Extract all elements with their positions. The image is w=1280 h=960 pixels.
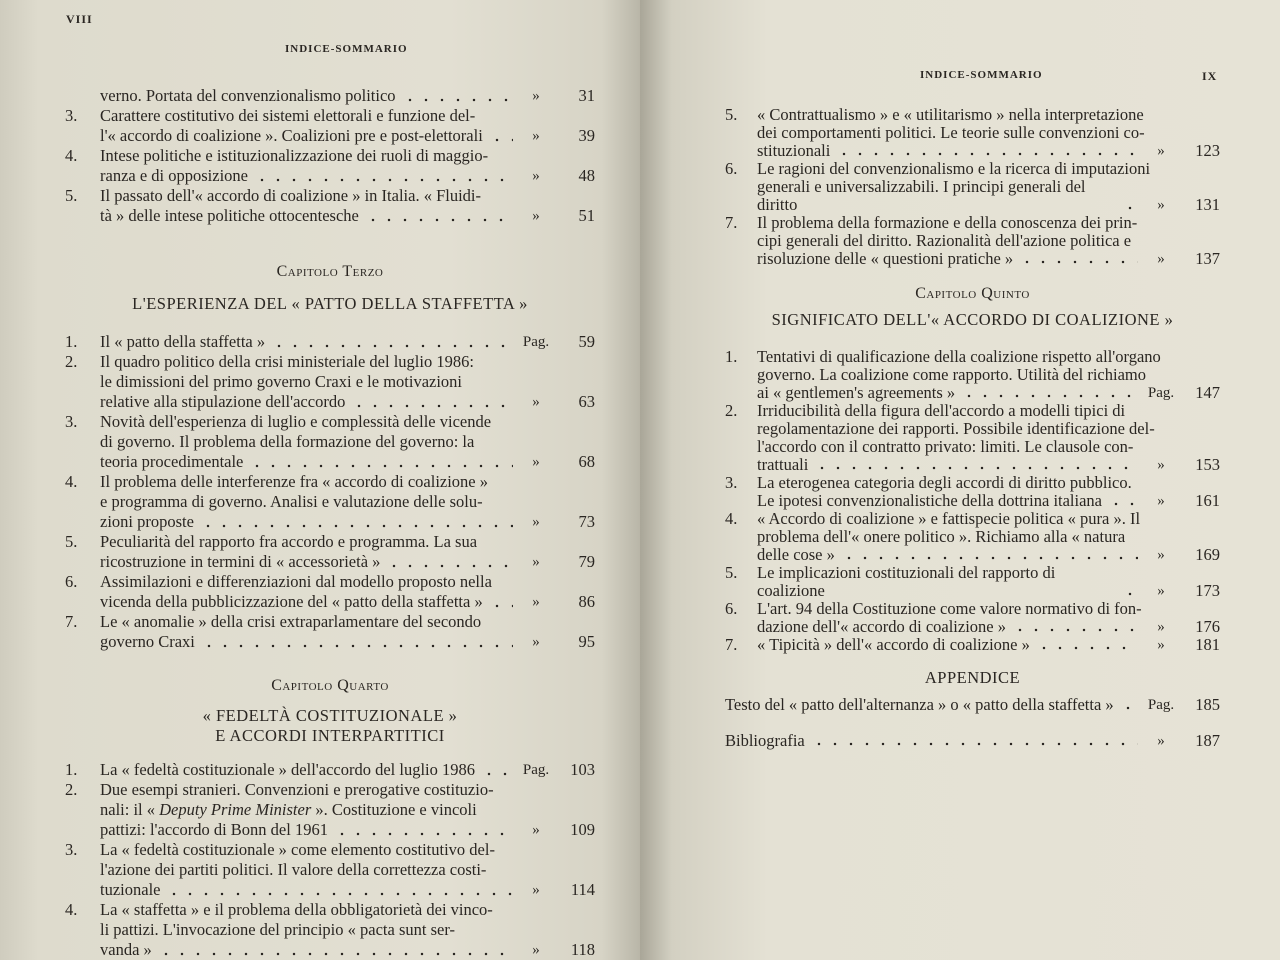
entry-text-line: governo. La coalizione come rapporto. Utilità del richiamo bbox=[757, 365, 1146, 384]
entry-line bbox=[100, 432, 595, 452]
entry-line bbox=[757, 564, 1220, 600]
entry-text-line: « Accordo di coalizione » e fattispecie politica « pura ». Il bbox=[757, 509, 1141, 528]
page-marker: » bbox=[1157, 493, 1165, 509]
entry-page-number: 31 bbox=[578, 86, 595, 105]
chapter-title bbox=[725, 310, 1220, 330]
entry-text-line: dei comportamenti politici. Le teorie sulle convenzioni co- bbox=[757, 123, 1145, 142]
entry-page-number: 137 bbox=[1195, 249, 1220, 268]
entry-text-line: trattuali bbox=[757, 455, 809, 474]
entry-text-line: problema dell'« onere politico ». Richiamo alla « natura bbox=[757, 527, 1126, 546]
entry-line bbox=[757, 402, 1220, 420]
entry-page-number: 63 bbox=[578, 392, 595, 411]
chapter-title bbox=[65, 294, 595, 314]
entry-text-line: « Contrattualismo » e « utilitarismo » nella interpretazione bbox=[757, 105, 1144, 124]
page-marker: » bbox=[532, 128, 540, 144]
entry-line bbox=[725, 732, 1220, 750]
entry-text-line: L'art. 94 della Costituzione come valore normativo di fon- bbox=[757, 599, 1142, 618]
entry-line bbox=[100, 512, 595, 532]
entry-page-number: 131 bbox=[1195, 195, 1220, 214]
entry-text-line: Il passato dell'« accordo di coalizione » in Italia. « Fluidi- bbox=[100, 186, 481, 205]
entry-line bbox=[757, 142, 1220, 160]
entry-page-number: 114 bbox=[570, 880, 595, 899]
entry-page-number: 147 bbox=[1195, 383, 1220, 402]
entry-line bbox=[100, 166, 595, 186]
page-marker: » bbox=[1157, 197, 1165, 213]
entry-line bbox=[757, 124, 1220, 142]
entry-number: 4. bbox=[65, 900, 78, 919]
entry-text-line: Il « patto della staffetta » bbox=[100, 332, 266, 351]
dot-leader bbox=[836, 146, 1138, 156]
entry-text-line: zioni proposte bbox=[100, 512, 194, 531]
entry-page-number: 48 bbox=[578, 166, 595, 185]
entry-number: 5. bbox=[65, 532, 78, 551]
toc-entry bbox=[725, 732, 1220, 750]
entry-text-line: tuzionale bbox=[100, 880, 161, 899]
chapter-title-line: SIGNIFICATO DELL'« ACCORDO DI COALIZIONE » bbox=[771, 310, 1174, 329]
entry-line bbox=[100, 880, 595, 900]
entry-page-number: 51 bbox=[578, 206, 595, 225]
page-marker: » bbox=[532, 822, 540, 838]
entry-line bbox=[100, 612, 595, 632]
entry-text-line: Bibliografia bbox=[725, 731, 805, 750]
entry-line bbox=[100, 900, 595, 920]
entry-line bbox=[100, 352, 595, 372]
dot-leader bbox=[365, 212, 513, 222]
entry-text-line: vicenda della pubblicizzazione del « patto della staffetta » bbox=[100, 592, 483, 611]
entry-text-line: Le « anomalie » della crisi extraparlamentare del secondo bbox=[100, 612, 482, 631]
entry-line bbox=[100, 86, 595, 106]
entry-number: 7. bbox=[65, 612, 78, 631]
entry-text-line: l'« accordo di coalizione ». Coalizioni pre e post-elettorali bbox=[100, 126, 483, 145]
entry-line bbox=[757, 474, 1220, 492]
toc-entry bbox=[725, 348, 1220, 402]
page-marker: » bbox=[532, 454, 540, 470]
entry-text-line: dazione dell'« accordo di coalizione » bbox=[757, 617, 1006, 636]
dot-leader bbox=[1108, 496, 1138, 506]
page-marker: Pag. bbox=[1147, 385, 1175, 401]
chapter-label: Capitolo Quinto bbox=[915, 285, 1030, 302]
entry-text-line: Le implicazioni costituzionali del rapporto di coalizione bbox=[757, 563, 1056, 600]
entry-line bbox=[100, 106, 595, 126]
entry-page-number: 185 bbox=[1195, 695, 1220, 714]
entry-line bbox=[757, 510, 1220, 528]
dot-leader bbox=[1019, 254, 1138, 264]
entry-text-line: Carattere costitutivo dei sistemi elettorali e funzione del- bbox=[100, 106, 476, 125]
toc-continuation bbox=[725, 106, 1220, 268]
dot-leader bbox=[1122, 200, 1138, 210]
toc-entry bbox=[65, 332, 595, 352]
entry-text-line: Novità dell'esperienza di luglio e complessità delle vicende bbox=[100, 412, 492, 431]
entry-text-line: ai « gentlemen's agreements » bbox=[757, 383, 956, 402]
entry-page-number: 176 bbox=[1195, 617, 1220, 636]
page-marker: Pag. bbox=[522, 334, 550, 350]
entry-text-line: Due esempi stranieri. Convenzioni e prerogative costituzio- bbox=[100, 780, 494, 799]
dot-leader bbox=[402, 92, 513, 102]
toc-entry bbox=[725, 510, 1220, 564]
page-number: IX bbox=[1202, 69, 1218, 83]
entry-number: 3. bbox=[65, 412, 78, 431]
page-marker: » bbox=[532, 882, 540, 898]
entry-number: 3. bbox=[65, 106, 78, 125]
entry-text-line: li pattizi. L'invocazione del principio « pacta sunt ser- bbox=[100, 920, 455, 939]
page-marker: » bbox=[1157, 733, 1165, 749]
dot-leader bbox=[489, 132, 513, 142]
dot-leader bbox=[254, 172, 513, 182]
chapter-label: Capitolo Quarto bbox=[271, 677, 389, 694]
dot-leader bbox=[489, 598, 513, 608]
entry-line bbox=[100, 372, 595, 392]
entry-line bbox=[100, 126, 595, 146]
dot-leader bbox=[841, 550, 1138, 560]
entry-line bbox=[100, 940, 595, 960]
entry-line bbox=[725, 696, 1220, 714]
entry-line bbox=[100, 452, 595, 472]
chapter-5-entries bbox=[725, 348, 1220, 654]
entry-text-line: Intese politiche e istituzionalizzazione dei ruoli di maggio- bbox=[100, 146, 489, 165]
toc-entry bbox=[65, 352, 595, 412]
entry-text-line: Irriducibilità della figura dell'accordo a modelli tipici di bbox=[757, 401, 1126, 420]
entry-line bbox=[757, 232, 1220, 250]
entry-line bbox=[757, 348, 1220, 366]
dot-leader bbox=[334, 826, 513, 836]
toc-entry bbox=[65, 472, 595, 532]
entry-line bbox=[757, 528, 1220, 546]
entry-line bbox=[757, 106, 1220, 124]
dot-leader bbox=[1122, 586, 1138, 596]
toc-entry bbox=[725, 106, 1220, 160]
entry-page-number: 181 bbox=[1195, 635, 1220, 654]
toc-continuation bbox=[65, 86, 595, 226]
entry-text-line: La « fedeltà costituzionale » dell'accordo del luglio 1986 bbox=[100, 760, 476, 779]
entry-line bbox=[100, 632, 595, 652]
toc-entry bbox=[725, 160, 1220, 214]
entry-line bbox=[757, 456, 1220, 474]
entry-page-number: 68 bbox=[578, 452, 595, 471]
toc-entry bbox=[65, 86, 595, 106]
page-marker: » bbox=[532, 554, 540, 570]
running-head: INDICE-SOMMARIO bbox=[285, 43, 408, 55]
entry-line bbox=[757, 384, 1220, 402]
entry-line bbox=[100, 206, 595, 226]
dot-leader bbox=[1120, 700, 1138, 710]
dot-leader bbox=[481, 766, 513, 776]
entry-line bbox=[100, 840, 595, 860]
chapter-label: Capitolo Terzo bbox=[276, 263, 384, 280]
page-marker: » bbox=[1157, 547, 1165, 563]
entry-line bbox=[757, 438, 1220, 456]
appendix-heading: APPENDICE bbox=[924, 668, 1021, 687]
toc-entry bbox=[65, 186, 595, 226]
entry-text-line: pattizi: l'accordo di Bonn del 1961 bbox=[100, 820, 328, 839]
chapter-4-entries bbox=[65, 760, 595, 960]
entry-line bbox=[757, 250, 1220, 268]
entry-line bbox=[100, 186, 595, 206]
dot-leader bbox=[158, 946, 513, 956]
entry-page-number: 118 bbox=[570, 940, 595, 959]
toc-entry bbox=[65, 412, 595, 472]
entry-text-line: nali: il « Deputy Prime Minister ». Costituzione e vincoli bbox=[100, 800, 477, 819]
page-marker: » bbox=[532, 208, 540, 224]
entry-page-number: 169 bbox=[1195, 545, 1220, 564]
entry-text-line: Le ipotesi convenzionalistiche della dottrina italiana bbox=[757, 491, 1103, 510]
entry-number: 1. bbox=[65, 332, 78, 351]
dot-leader bbox=[811, 736, 1138, 746]
page-marker: » bbox=[1157, 251, 1165, 267]
entry-text-line: Il quadro politico della crisi ministeriale del luglio 1986: bbox=[100, 352, 474, 371]
toc-entry bbox=[65, 840, 595, 900]
entry-page-number: 153 bbox=[1195, 455, 1220, 474]
entry-number: 5. bbox=[725, 105, 738, 124]
entry-text-line: l'accordo con il contratto privato: limiti. Le clausole con- bbox=[757, 437, 1134, 456]
page-marker: » bbox=[532, 88, 540, 104]
page-number: VIII bbox=[66, 12, 93, 26]
entry-text-line: Peculiarità del rapporto fra accordo e programma. La sua bbox=[100, 532, 478, 551]
entry-number: 6. bbox=[65, 572, 78, 591]
entry-number: 7. bbox=[725, 635, 738, 654]
entry-text-line: teoria procedimentale bbox=[100, 452, 244, 471]
entry-number: 3. bbox=[65, 840, 78, 859]
toc-entry bbox=[65, 760, 595, 780]
entry-line bbox=[757, 160, 1220, 178]
entry-text-line: le dimissioni del primo governo Craxi e le motivazioni bbox=[100, 372, 463, 391]
entry-line bbox=[100, 392, 595, 412]
page-marker: Pag. bbox=[522, 762, 550, 778]
entry-text-line: di governo. Il problema della formazione del governo: la bbox=[100, 432, 475, 451]
entry-line bbox=[100, 412, 595, 432]
entry-number: 7. bbox=[725, 213, 738, 232]
page-marker: » bbox=[532, 634, 540, 650]
entry-number: 5. bbox=[725, 563, 738, 582]
entry-line bbox=[100, 492, 595, 512]
entry-line bbox=[100, 860, 595, 880]
entry-text-line: « Tipicità » dell'« accordo di coalizione » bbox=[757, 635, 1030, 654]
toc-entry bbox=[65, 106, 595, 146]
entry-number: 2. bbox=[725, 401, 738, 420]
dot-leader bbox=[249, 458, 513, 468]
entry-text-line: ranza e di opposizione bbox=[100, 166, 248, 185]
page-marker: » bbox=[532, 594, 540, 610]
page-marker: » bbox=[532, 394, 540, 410]
entry-text-line: Le ragioni del convenzionalismo e la ricerca di imputazioni bbox=[757, 159, 1151, 178]
page-marker: » bbox=[1157, 457, 1165, 473]
entry-text-line: cipi generali del diritto. Razionalità dell'azione politica e bbox=[757, 231, 1132, 250]
entry-line bbox=[100, 760, 595, 780]
entry-number: 2. bbox=[65, 780, 78, 799]
chapter-title bbox=[65, 706, 595, 746]
dot-leader bbox=[961, 388, 1138, 398]
dot-leader bbox=[351, 398, 513, 408]
entry-text-line: ricostruzione in termini di « accessorietà » bbox=[100, 552, 381, 571]
entry-text-line: generali e universalizzabili. I principi generali del diritto bbox=[757, 177, 1086, 214]
entry-page-number: 95 bbox=[578, 632, 595, 651]
page-marker: » bbox=[532, 942, 540, 958]
chapter-3-entries bbox=[65, 332, 595, 652]
entry-number: 3. bbox=[725, 473, 738, 492]
entry-line bbox=[757, 600, 1220, 618]
toc-entry bbox=[65, 780, 595, 840]
entry-number: 4. bbox=[725, 509, 738, 528]
page-marker: » bbox=[1157, 637, 1165, 653]
right-page bbox=[640, 0, 1280, 960]
entry-line bbox=[100, 820, 595, 840]
page-marker: » bbox=[1157, 143, 1165, 159]
chapter-title-line: « FEDELTÀ COSTITUZIONALE » bbox=[202, 706, 458, 725]
entry-page-number: 109 bbox=[570, 820, 595, 839]
entry-text-line: Il problema delle interferenze fra « accordo di coalizione » bbox=[100, 472, 489, 491]
entry-text-line: Testo del « patto dell'alternanza » o « patto della staffetta » bbox=[725, 695, 1114, 714]
entry-text-line: stituzionali bbox=[757, 141, 831, 160]
toc-entry bbox=[725, 564, 1220, 600]
entry-text-line: regolamentazione dei rapporti. Possibile identificazione del- bbox=[757, 419, 1155, 438]
entry-text-line: La « fedeltà costituzionale » come elemento costitutivo del- bbox=[100, 840, 495, 859]
entry-line bbox=[757, 420, 1220, 438]
entry-number: 2. bbox=[65, 352, 78, 371]
toc-entry bbox=[725, 474, 1220, 510]
toc-entry bbox=[725, 636, 1220, 654]
entry-page-number: 39 bbox=[578, 126, 595, 145]
entry-line bbox=[757, 366, 1220, 384]
entry-text-line: relative alla stipulazione dell'accordo bbox=[100, 392, 346, 411]
entry-line bbox=[100, 780, 595, 800]
dot-leader bbox=[814, 460, 1138, 470]
entry-text-line: l'azione dei partiti politici. Il valore della correttezza costi- bbox=[100, 860, 487, 879]
page-marker: » bbox=[532, 168, 540, 184]
entry-line bbox=[757, 546, 1220, 564]
toc-entry bbox=[725, 600, 1220, 636]
entry-number: 4. bbox=[65, 146, 78, 165]
entry-number: 4. bbox=[65, 472, 78, 491]
entry-line bbox=[100, 332, 595, 352]
entry-number: 1. bbox=[725, 347, 738, 366]
entry-line bbox=[100, 572, 595, 592]
entry-page-number: 79 bbox=[578, 552, 595, 571]
entry-page-number: 73 bbox=[578, 512, 595, 531]
entry-page-number: 187 bbox=[1195, 731, 1220, 750]
dot-leader bbox=[386, 558, 513, 568]
entry-line bbox=[757, 178, 1220, 214]
entry-number: 6. bbox=[725, 599, 738, 618]
entry-text-line: La « staffetta » e il problema della obbligatorietà dei vinco- bbox=[100, 900, 493, 919]
entry-text-line: Il problema della formazione e della conoscenza dei prin- bbox=[757, 213, 1138, 232]
toc-entry bbox=[65, 612, 595, 652]
entry-line bbox=[100, 552, 595, 572]
dot-leader bbox=[201, 638, 513, 648]
entry-line bbox=[100, 592, 595, 612]
entry-text-line: e programma di governo. Analisi e valutazione delle solu- bbox=[100, 492, 483, 511]
entry-line bbox=[757, 214, 1220, 232]
entry-line bbox=[100, 146, 595, 166]
toc-entry bbox=[65, 900, 595, 960]
toc-entry bbox=[725, 696, 1220, 714]
page-marker: Pag. bbox=[1147, 697, 1175, 713]
page-marker: » bbox=[532, 514, 540, 530]
toc-entry bbox=[65, 146, 595, 186]
entry-text-line: verno. Portata del convenzionalismo politico bbox=[100, 86, 396, 105]
dot-leader bbox=[1012, 622, 1138, 632]
entry-line bbox=[100, 920, 595, 940]
entry-text-line: tà » delle intese politiche ottocentesche bbox=[100, 206, 359, 225]
entry-page-number: 86 bbox=[578, 592, 595, 611]
entry-page-number: 161 bbox=[1195, 491, 1220, 510]
entry-page-number: 59 bbox=[578, 332, 595, 351]
entry-text-line: Tentativi di qualificazione della coalizione rispetto all'organo bbox=[757, 347, 1161, 366]
dot-leader bbox=[271, 338, 513, 348]
toc-entry bbox=[65, 532, 595, 572]
entry-line bbox=[757, 618, 1220, 636]
entry-line bbox=[100, 800, 595, 820]
page-marker: » bbox=[1157, 583, 1165, 599]
entry-page-number: 103 bbox=[570, 760, 595, 779]
chapter-title-line: E ACCORDI INTERPARTITICI bbox=[215, 726, 445, 745]
entry-line bbox=[100, 472, 595, 492]
entry-line bbox=[100, 532, 595, 552]
entry-text-line: governo Craxi bbox=[100, 632, 195, 651]
toc-entry bbox=[725, 402, 1220, 474]
toc-entry bbox=[725, 214, 1220, 268]
entry-page-number: 123 bbox=[1195, 141, 1220, 160]
entry-text-line: Assimilazioni e differenziazioni dal modello proposto nella bbox=[100, 572, 492, 591]
toc-entry bbox=[65, 572, 595, 612]
entry-text-line: La eterogenea categoria degli accordi di diritto pubblico. bbox=[757, 473, 1132, 492]
running-head: INDICE-SOMMARIO bbox=[920, 69, 1043, 81]
entry-text-line: risoluzione delle « questioni pratiche » bbox=[757, 249, 1014, 268]
entry-line bbox=[757, 636, 1220, 654]
entry-number: 1. bbox=[65, 760, 78, 779]
entry-number: 6. bbox=[725, 159, 738, 178]
appendix-entries bbox=[725, 696, 1220, 750]
chapter-title-line: L'ESPERIENZA DEL « PATTO DELLA STAFFETTA » bbox=[132, 294, 528, 313]
entry-page-number: 173 bbox=[1195, 581, 1220, 600]
dot-leader bbox=[1036, 640, 1138, 650]
dot-leader bbox=[200, 518, 513, 528]
entry-number: 5. bbox=[65, 186, 78, 205]
dot-leader bbox=[166, 886, 513, 896]
page-marker: » bbox=[1157, 619, 1165, 635]
entry-line bbox=[757, 492, 1220, 510]
entry-text-line: delle cose » bbox=[757, 545, 835, 564]
entry-text-line: vanda » bbox=[100, 940, 152, 959]
